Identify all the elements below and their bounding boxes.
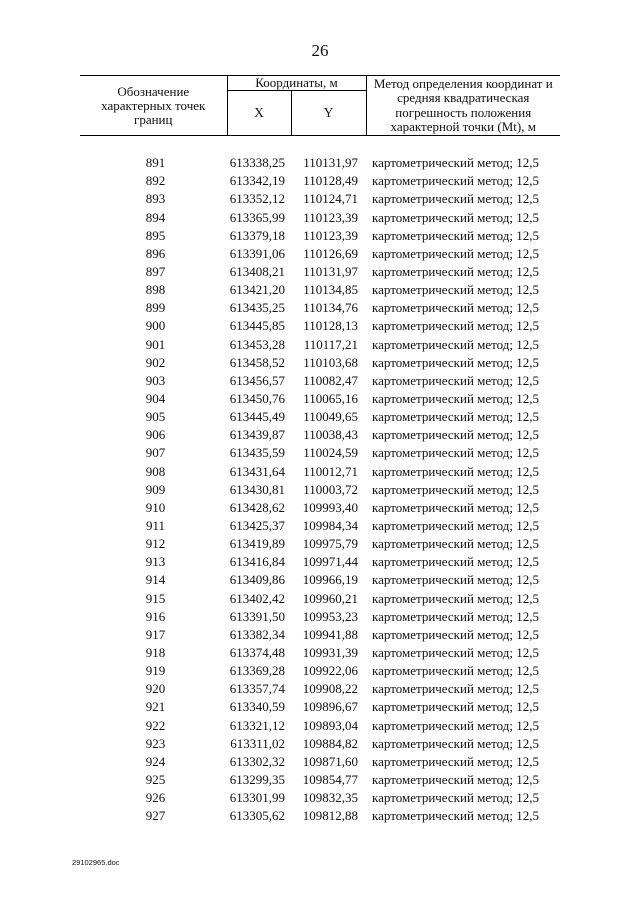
y-coordinate-cell: 110123,39	[303, 209, 358, 225]
table-row	[80, 789, 560, 807]
x-coordinate-cell: 613302,32	[229, 753, 285, 769]
y-coordinate-cell: 110038,43	[303, 427, 358, 443]
y-coordinate-cell: 109908,22	[302, 681, 358, 697]
y-coordinate-cell: 109960,21	[302, 590, 358, 606]
table-row	[80, 227, 560, 245]
method-cell: картометрический метод; 12,5	[372, 391, 540, 407]
method-cell: картометрический метод; 12,5	[372, 372, 540, 388]
table-row	[80, 771, 560, 789]
table-row	[80, 807, 560, 825]
y-coordinate-cell: 110103,68	[303, 354, 358, 370]
method-cell: картометрический метод; 12,5	[372, 681, 540, 697]
table-row	[80, 553, 560, 571]
y-coordinate-cell: 110082,47	[303, 372, 358, 388]
y-coordinate-cell: 110131,97	[303, 264, 358, 280]
table-row	[80, 317, 560, 335]
y-coordinate-cell: 109812,88	[302, 808, 358, 824]
y-coordinate-cell: 109884,82	[302, 735, 358, 751]
table-row	[80, 354, 560, 372]
y-coordinate-cell: 109922,06	[302, 663, 358, 679]
point-number-cell: 926	[145, 790, 166, 806]
point-number-cell: 927	[145, 808, 166, 824]
y-coordinate-cell: 109931,39	[302, 645, 358, 660]
table-row	[80, 209, 560, 227]
x-coordinate-cell: 613357,74	[229, 681, 285, 697]
table-row	[80, 698, 560, 716]
method-cell: картометрический метод; 12,5	[372, 499, 540, 515]
method-cell: картометрический метод; 12,5	[372, 336, 540, 352]
y-coordinate-cell: 109975,79	[302, 536, 358, 552]
x-coordinate-cell: 613352,12	[229, 191, 285, 207]
coordinates-table	[80, 75, 560, 825]
x-coordinate-cell: 613421,20	[229, 282, 285, 298]
x-coordinate-cell: 613369,28	[229, 663, 285, 679]
y-coordinate-cell: 110134,76	[303, 300, 358, 316]
table-row	[80, 263, 560, 281]
method-cell: картометрический метод; 12,5	[372, 663, 540, 679]
x-coordinate-cell: 613458,52	[229, 354, 285, 370]
method-cell: картометрический метод; 12,5	[372, 318, 540, 334]
point-number-cell: 907	[145, 445, 166, 461]
x-coordinate-cell: 613439,87	[229, 427, 285, 443]
point-number-cell: 914	[145, 572, 166, 588]
table-row	[80, 735, 560, 753]
y-coordinate-cell: 110124,71	[303, 191, 358, 207]
point-number-cell: 915	[145, 590, 166, 606]
table-row	[80, 281, 560, 299]
table-row	[80, 154, 560, 172]
point-number-cell: 905	[145, 409, 166, 425]
x-coordinate-cell: 613416,84	[229, 554, 285, 570]
point-number-cell: 904	[145, 391, 166, 407]
method-cell: картометрический метод; 12,5	[372, 409, 540, 425]
x-coordinate-cell: 613435,59	[229, 445, 285, 461]
y-coordinate-cell: 109966,19	[302, 572, 358, 588]
y-coordinate-cell: 109871,60	[302, 753, 358, 769]
point-number-cell: 895	[145, 227, 166, 243]
table-row	[80, 644, 560, 662]
table-row	[80, 517, 560, 535]
x-coordinate-cell: 613445,85	[229, 318, 285, 334]
header-coordinates: Координаты, м	[227, 76, 366, 91]
table-header	[80, 76, 560, 136]
x-coordinate-cell: 613299,35	[229, 771, 285, 787]
x-coordinate-cell: 613391,50	[229, 608, 285, 624]
x-coordinate-cell: 613365,99	[229, 209, 285, 225]
point-number-cell: 899	[145, 300, 166, 316]
table-row	[80, 390, 560, 408]
point-number-cell: 891	[145, 155, 166, 171]
table-row	[80, 680, 560, 698]
method-cell: картометрический метод; 12,5	[372, 481, 540, 497]
method-cell: картометрический метод; 12,5	[372, 735, 540, 751]
x-coordinate-cell: 613374,48	[229, 645, 285, 660]
point-number-cell: 893	[145, 191, 166, 207]
table-row	[80, 499, 560, 517]
y-coordinate-cell: 110134,85	[303, 282, 358, 298]
y-coordinate-cell: 109854,77	[302, 771, 358, 787]
method-cell: картометрический метод; 12,5	[372, 300, 540, 316]
table-body	[80, 136, 560, 826]
x-coordinate-cell: 613445,49	[229, 409, 285, 425]
table-row	[80, 590, 560, 608]
point-number-cell: 903	[145, 372, 166, 388]
x-coordinate-cell: 613305,62	[229, 808, 285, 824]
point-number-cell: 913	[145, 554, 166, 570]
x-coordinate-cell: 613402,42	[229, 590, 285, 606]
method-cell: картометрический метод; 12,5	[372, 264, 540, 280]
table-row	[80, 753, 560, 771]
table-row	[80, 626, 560, 644]
method-cell: картометрический метод; 12,5	[372, 790, 540, 806]
y-coordinate-cell: 109941,88	[302, 626, 358, 642]
point-number-cell: 921	[145, 699, 166, 715]
x-coordinate-cell: 613321,12	[229, 717, 285, 733]
table-row	[80, 336, 560, 354]
y-coordinate-cell: 109953,23	[302, 608, 358, 624]
method-cell: картометрический метод; 12,5	[372, 427, 540, 443]
table-row	[80, 463, 560, 481]
y-coordinate-cell: 110049,65	[303, 409, 358, 425]
point-number-cell: 911	[145, 518, 166, 534]
point-number-cell: 925	[145, 771, 166, 787]
point-number-cell: 906	[145, 427, 166, 443]
x-coordinate-cell: 613342,19	[229, 173, 285, 189]
x-coordinate-cell: 613450,76	[229, 391, 285, 407]
table-row	[80, 717, 560, 735]
point-number-cell: 922	[145, 717, 166, 733]
method-cell: картометрический метод; 12,5	[372, 518, 540, 534]
method-cell: картометрический метод; 12,5	[372, 209, 540, 225]
table-row	[80, 426, 560, 444]
y-coordinate-cell: 110003,72	[303, 481, 358, 497]
x-coordinate-cell: 613338,25	[229, 155, 285, 171]
x-coordinate-cell: 613379,18	[229, 227, 285, 243]
point-number-cell: 901	[145, 336, 166, 352]
point-number-cell: 910	[145, 499, 166, 515]
table-row	[80, 408, 560, 426]
y-coordinate-cell: 110024,59	[303, 445, 358, 461]
method-cell: картометрический метод; 12,5	[372, 354, 540, 370]
table-row	[80, 444, 560, 462]
point-number-cell: 897	[145, 264, 166, 280]
x-coordinate-cell: 613311,02	[230, 735, 285, 751]
table-row	[80, 245, 560, 263]
point-number-cell: 900	[145, 318, 166, 334]
x-coordinate-cell: 613301,99	[229, 790, 285, 806]
header-method: Метод определения координат и средняя квадратическая погрешность положения характерной точки (Mt), м	[366, 76, 560, 136]
method-cell: картометрический метод; 12,5	[372, 173, 540, 189]
table-row	[80, 172, 560, 190]
header-x: X	[227, 91, 291, 136]
x-coordinate-cell: 613428,62	[229, 499, 285, 515]
point-number-cell: 908	[145, 463, 166, 479]
method-cell: картометрический метод; 12,5	[372, 645, 540, 660]
y-coordinate-cell: 110012,71	[303, 463, 358, 479]
table-row	[80, 481, 560, 499]
method-cell: картометрический метод; 12,5	[372, 771, 540, 787]
method-cell: картометрический метод; 12,5	[372, 536, 540, 552]
x-coordinate-cell: 613409,86	[229, 572, 285, 588]
y-coordinate-cell: 110126,69	[303, 245, 358, 261]
method-cell: картометрический метод; 12,5	[372, 699, 540, 715]
point-number-cell: 923	[145, 735, 166, 751]
point-number-cell: 892	[145, 173, 166, 189]
table-row	[80, 535, 560, 553]
method-cell: картометрический метод; 12,5	[372, 590, 540, 606]
method-cell: картометрический метод; 12,5	[372, 753, 540, 769]
header-point-name: Обозначение характерных точек границ	[80, 76, 227, 136]
table-row	[80, 299, 560, 317]
point-number-cell: 919	[145, 663, 166, 679]
method-cell: картометрический метод; 12,5	[372, 554, 540, 570]
y-coordinate-cell: 109893,04	[302, 717, 358, 733]
footer-filename: 29102965.doc	[72, 858, 120, 867]
method-cell: картометрический метод; 12,5	[372, 445, 540, 461]
table-row	[80, 662, 560, 680]
x-coordinate-cell: 613425,37	[229, 518, 285, 534]
y-coordinate-cell: 109984,34	[302, 518, 358, 534]
y-coordinate-cell: 109993,40	[302, 499, 358, 515]
table-row	[80, 608, 560, 626]
x-coordinate-cell: 613408,21	[229, 264, 285, 280]
x-coordinate-cell: 613391,06	[229, 245, 285, 261]
method-cell: картометрический метод; 12,5	[372, 626, 540, 642]
x-coordinate-cell: 613453,28	[229, 336, 285, 352]
method-cell: картометрический метод; 12,5	[372, 608, 540, 624]
method-cell: картометрический метод; 12,5	[372, 717, 540, 733]
y-coordinate-cell: 109896,67	[302, 699, 358, 715]
method-cell: картометрический метод; 12,5	[372, 463, 540, 479]
point-number-cell: 909	[145, 481, 166, 497]
table-row	[80, 372, 560, 390]
y-coordinate-cell: 110128,13	[303, 318, 358, 334]
point-number-cell: 917	[145, 626, 166, 642]
y-coordinate-cell: 110128,49	[303, 173, 358, 189]
x-coordinate-cell: 613419,89	[229, 536, 285, 552]
method-cell: картометрический метод; 12,5	[372, 245, 540, 261]
x-coordinate-cell: 613431,64	[229, 463, 285, 479]
point-number-cell: 902	[145, 354, 166, 370]
point-number-cell: 898	[145, 282, 166, 298]
point-number-cell: 916	[145, 608, 166, 624]
y-coordinate-cell: 110131,97	[303, 155, 358, 171]
point-number-cell: 918	[145, 645, 166, 660]
point-number-cell: 894	[145, 209, 166, 225]
y-coordinate-cell: 110117,21	[303, 336, 358, 352]
method-cell: картометрический метод; 12,5	[372, 282, 540, 298]
x-coordinate-cell: 613456,57	[229, 372, 285, 388]
x-coordinate-cell: 613430,81	[229, 481, 285, 497]
point-number-cell: 920	[145, 681, 166, 697]
y-coordinate-cell: 110123,39	[303, 227, 358, 243]
method-cell: картометрический метод; 12,5	[372, 572, 540, 588]
x-coordinate-cell: 613435,25	[229, 300, 285, 316]
method-cell: картометрический метод; 12,5	[372, 191, 540, 207]
point-number-cell: 912	[145, 536, 166, 552]
point-number-cell: 896	[145, 245, 166, 261]
y-coordinate-cell: 109832,35	[302, 790, 358, 806]
method-cell: картометрический метод; 12,5	[372, 227, 540, 243]
page-number: 26	[311, 41, 329, 60]
y-coordinate-cell: 110065,16	[303, 391, 358, 407]
header-y: Y	[291, 91, 366, 136]
y-coordinate-cell: 109971,44	[302, 554, 358, 570]
method-cell: картометрический метод; 12,5	[372, 155, 540, 171]
x-coordinate-cell: 613340,59	[229, 699, 285, 715]
point-number-cell: 924	[145, 753, 166, 769]
table-row	[80, 190, 560, 208]
x-coordinate-cell: 613382,34	[229, 626, 285, 642]
method-cell: картометрический метод; 12,5	[372, 808, 540, 824]
table-row	[80, 571, 560, 589]
